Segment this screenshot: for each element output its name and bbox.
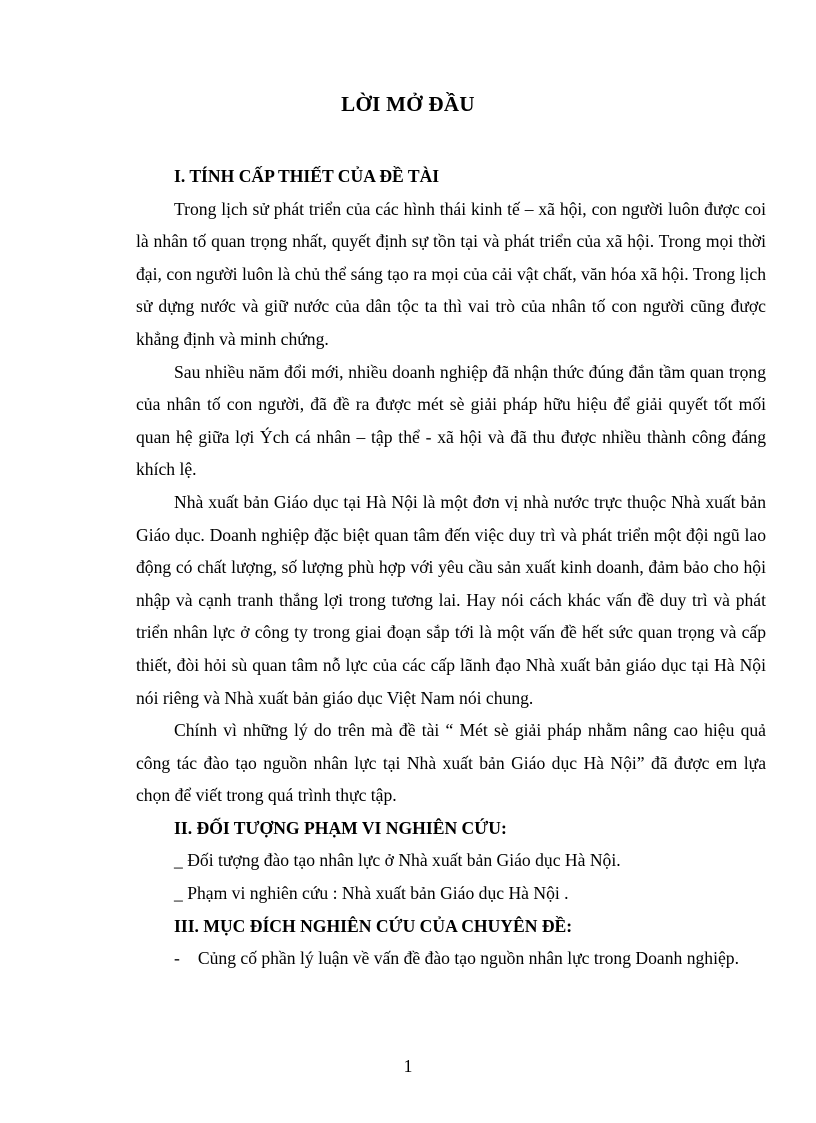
section-1-paragraph-4: Chính vì những lý do trên mà đề tài “ Mét sè giải pháp nhằm nâng cao hiệu quả công tác đào tạo nguồn nhân lực tại Nhà xuất bản Giáo dục Hà Nội” đã được em lựa chọn để viết trong quá trình thực tập. xyxy=(136,720,766,806)
section-1-paragraph-3: Nhà xuất bản Giáo dục tại Hà Nội là một đơn vị nhà nước trực thuộc Nhà xuất bản Giáo dục. Doanh nghiệp đặc biệt quan tâm đến việc duy trì và phát triển một đội ngũ lao động có chất lượng, số lượng phù hợp với yêu cầu sản xuất kinh doanh, đảm bảo cho hội nhập và cạnh tranh thắng lợi trong tương lai. Hay nói cách khác vấn đề duy trì và phát triển nhân lực ở công ty trong giai đoạn sắp tới là một vấn đề hết sức quan trọng và cấp thiết, đòi hỏi sù quan tâm nỗ lực của các cấp lãnh đạo Nhà xuất bản giáo dục tại Hà Nội nói riêng và Nhà xuất bản giáo dục Việt Nam nói chung. xyxy=(136,491,766,708)
document-body xyxy=(136,160,766,975)
section-2-item-2: _ Phạm vi nghiên cứu : Nhà xuất bản Giáo dục Hà Nội . xyxy=(174,883,569,904)
section-2-heading: II. ĐỐI TƯỢNG PHẠM VI NGHIÊN CỨU: xyxy=(174,817,507,838)
page-title: LỜI MỞ ĐẦU xyxy=(341,92,475,116)
section-2-item-1: _ Đối tượng đào tạo nhân lực ở Nhà xuất bản Giáo dục Hà Nội. xyxy=(174,850,621,871)
bullet-dash: - xyxy=(174,948,180,969)
section-1-paragraph-1: Trong lịch sử phát triển của các hình thái kinh tế – xã hội, con người luôn được coi là nhân tố quan trọng nhất, quyết định sự tồn tại và phát triển của xã hội. Trong mọi thời đại, con người luôn là chủ thể sáng tạo ra mọi của cải vật chất, văn hóa xã hội. Trong lịch sử dựng nước và giữ nước của dân tộc ta thì vai trò của nhân tố con người cũng được khẳng định và minh chứng. xyxy=(136,198,766,349)
section-1-paragraph-2: Sau nhiều năm đổi mới, nhiều doanh nghiệp đã nhận thức đúng đắn tầm quan trọng của nhân tố con người, đã đề ra được mét sè giải pháp hữu hiệu để giải quyết tốt mối quan hệ giữa lợi Ých cá nhân – tập thể - xã hội và đã thu được nhiều thành công đáng khích lệ. xyxy=(136,361,766,480)
section-3-item-1 xyxy=(136,942,766,975)
page-number: 1 xyxy=(403,1056,413,1076)
section-3-item-1-text: Củng cố phần lý luận về vấn đề đào tạo nguồn nhân lực trong Doanh nghiệp. xyxy=(197,948,739,969)
section-3-heading: III. MỤC ĐÍCH NGHIÊN CỨU CỦA CHUYÊN ĐỀ: xyxy=(174,915,573,936)
section-1-heading: I. TÍNH CẤP THIẾT CỦA ĐỀ TÀI xyxy=(174,166,440,186)
